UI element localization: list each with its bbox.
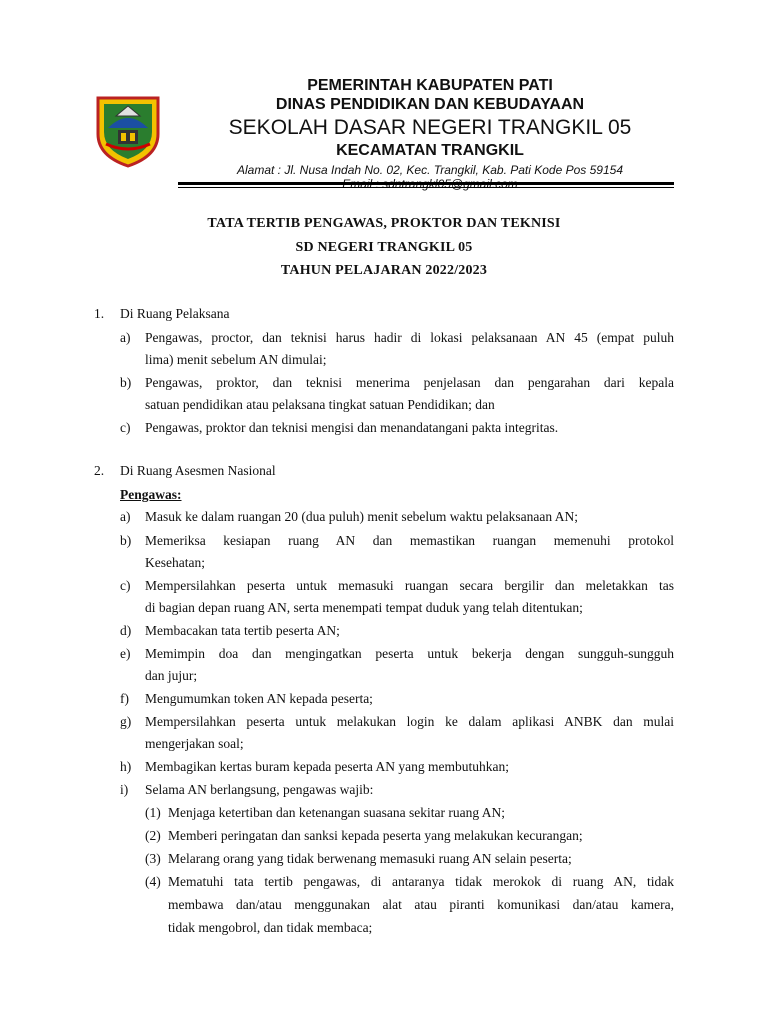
- list-marker: c): [120, 578, 131, 593]
- letterhead-rule-thick: [178, 182, 674, 185]
- list-item-text: Mengumumkan token AN kepada peserta;: [145, 691, 373, 706]
- sublist-marker: (3): [145, 851, 161, 866]
- document-title-line3: TAHUN PELAJARAN 2022/2023: [280, 263, 488, 278]
- sublist-item-text: Menjaga ketertiban dan ketenangan suasana sekitar ruang AN;: [168, 805, 505, 820]
- sublist-marker: (1): [145, 805, 161, 820]
- sublist-item-text: Mematuhi tata tertib pengawas, di antaranya tidak merokok di ruang AN, tidak: [168, 874, 674, 889]
- list-marker: a): [120, 330, 131, 345]
- list-item-text: lima) menit sebelum AN dimulai;: [145, 352, 327, 367]
- list-item-text: Memimpin doa dan mengingatkan peserta untuk bekerja dengan sungguh-sungguh: [145, 646, 674, 661]
- list-item-text: Selama AN berlangsung, pengawas wajib:: [145, 782, 374, 797]
- section-1-heading: Di Ruang Pelaksana: [120, 306, 230, 321]
- list-item-text: Masuk ke dalam ruangan 20 (dua puluh) menit sebelum waktu pelaksanaan AN;: [145, 509, 579, 524]
- list-item-text: satuan pendidikan atau pelaksana tingkat satuan Pendidikan; dan: [145, 397, 495, 412]
- sublist-item-text: Melarang orang yang tidak berwenang memasuki ruang AN selain peserta;: [168, 851, 572, 866]
- list-item-text: Pengawas, proctor, dan teknisi harus hadir di lokasi pelaksanaan AN 45 (empat puluh: [145, 330, 674, 345]
- list-marker: c): [120, 420, 131, 435]
- section-2-subheading: Pengawas:: [120, 487, 182, 502]
- letterhead-rule-thin: [178, 187, 674, 188]
- document-title-line2: SD NEGERI TRANGKIL 05: [295, 240, 473, 255]
- list-item-text: Pengawas, proktor, dan teknisi menerima penjelasan dan pengarahan dari kepala: [145, 375, 674, 390]
- list-item-text: Mempersilahkan peserta untuk melakukan login ke dalam aplikasi ANBK dan mulai: [145, 714, 674, 729]
- list-marker: e): [120, 646, 131, 661]
- letterhead-government: PEMERINTAH KABUPATEN PATI: [307, 77, 553, 94]
- list-marker: h): [120, 759, 132, 774]
- letterhead: [180, 76, 680, 191]
- list-item-text: Membacakan tata tertib peserta AN;: [145, 623, 340, 638]
- section-2-number: 2.: [94, 463, 105, 478]
- list-marker: i): [120, 782, 129, 797]
- section-2-heading: Di Ruang Asesmen Nasional: [120, 463, 276, 478]
- list-marker: g): [120, 714, 132, 729]
- regency-emblem-logo: [94, 94, 162, 168]
- sublist-marker: (4): [145, 874, 161, 889]
- list-item-text: Mempersilahkan peserta untuk memasuki ruangan secara bergilir dan meletakkan tas: [145, 578, 674, 593]
- list-item-text: dan jujur;: [145, 668, 198, 683]
- list-marker: b): [120, 533, 132, 548]
- list-marker: a): [120, 509, 131, 524]
- list-item-text: Kesehatan;: [145, 555, 205, 570]
- list-item-text: Membagikan kertas buram kepada peserta AN yang membutuhkan;: [145, 759, 510, 774]
- list-item-text: mengerjakan soal;: [145, 736, 244, 751]
- section-1-number: 1.: [94, 306, 105, 321]
- letterhead-school-name: SEKOLAH DASAR NEGERI TRANGKIL 05: [228, 116, 632, 139]
- list-item-text: Pengawas, proktor dan teknisi mengisi dan menandatangani pakta integritas.: [145, 420, 559, 435]
- letterhead-address: Alamat : Jl. Nusa Indah No. 02, Kec. Trangkil, Kab. Pati Kode Pos 59154: [237, 163, 623, 177]
- sublist-item-text: membawa dan/atau menggunakan alat atau piranti komunikasi dan/atau kamera,: [168, 897, 674, 912]
- sublist-item-text: Memberi peringatan dan sanksi kepada peserta yang melakukan kecurangan;: [168, 828, 583, 843]
- letterhead-department: DINAS PENDIDIKAN DAN KEBUDAYAAN: [275, 96, 585, 113]
- letterhead-district: KECAMATAN TRANGKIL: [336, 142, 524, 159]
- sublist-item-text: tidak mengobrol, dan tidak membaca;: [168, 920, 373, 935]
- list-marker: f): [120, 691, 129, 706]
- list-marker: d): [120, 623, 132, 638]
- list-item-text: di bagian depan ruang AN, serta menempati tempat duduk yang telah ditentukan;: [145, 600, 583, 615]
- document-title-line1: TATA TERTIB PENGAWAS, PROKTOR DAN TEKNISI: [207, 216, 561, 231]
- sublist-marker: (2): [145, 828, 161, 843]
- list-item-text: Memeriksa kesiapan ruang AN dan memastikan ruangan memenuhi protokol: [145, 533, 674, 548]
- list-marker: b): [120, 375, 132, 390]
